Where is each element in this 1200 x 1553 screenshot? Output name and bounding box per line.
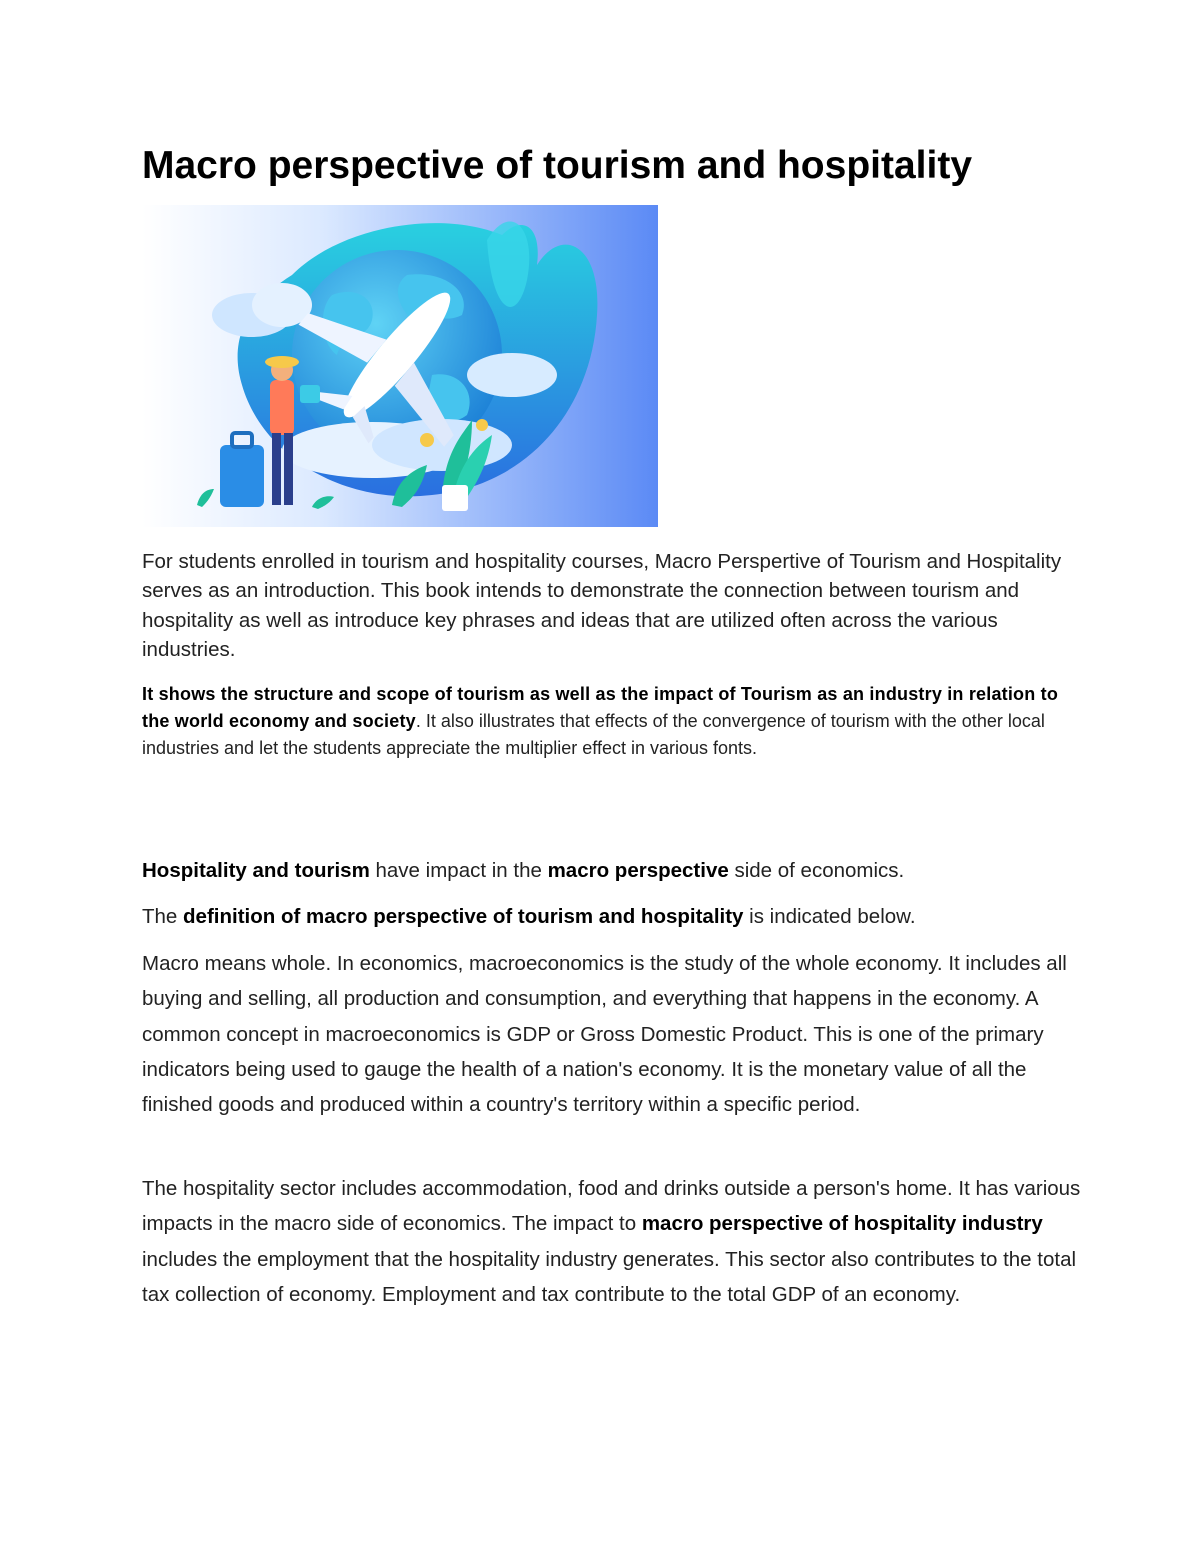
impact-bold-1: Hospitality and tourism [142,859,370,882]
intro-paragraph: For students enrolled in tourism and hospitality courses, Macro Perspertive of Tourism and Hospitality serves as an introduction. This book intends to demonstrate the connection between tourism and hospitality as well as introduce key phrases and ideas that are utilized often across the various industries. [142,550,1062,661]
definition-text-1: The [142,905,184,928]
hospitality-paragraph [142,1171,1082,1312]
hospitality-text-2: includes the employment that the hospitality industry generates. This sector also contributes to the total tax collection of economy. Employment and tax contribute to the total GDP of an economy. [142,1247,1077,1306]
scope-paragraph [142,681,1072,762]
scope-text: . It also illustrates that effects of the convergence of tourism with the other local industries and let the students appreciate the multiplier effect in various fonts. [142,711,1045,758]
page-title: Macro perspective of tourism and hospitality [142,144,973,187]
impact-paragraph [142,853,1082,888]
hospitality-text-1: The hospitality sector includes accommodation, food and drinks outside a person's home. It has various impacts in the macro side of economics. The impact to [142,1177,1081,1236]
scope-bold-text: It shows the structure and scope of tourism as well as the impact of Tourism as an industry in relation to the world economy and society [142,684,1059,731]
impact-text-2: side of economics. [728,859,905,882]
macro-paragraph: Macro means whole. In economics, macroeconomics is the study of the whole economy. It includes all buying and selling, all production and consumption, and everything that happens in the economy. A common concept in macroeconomics is GDP or Gross Domestic Product. This is one of the primary indicators being used to gauge the health of a nation's economy. It is the monetary value of all the finished goods and produced within a country's territory within a specific period. [142,952,1067,1117]
definition-bold: definition of macro perspective of tourism and hospitality [183,905,744,928]
definition-text-2: is indicated below. [743,905,916,928]
hospitality-bold: macro perspective of hospitality industry [641,1212,1043,1236]
impact-bold-2: macro perspective [547,859,729,882]
travel-illustration [142,205,658,527]
definition-paragraph [142,899,1082,934]
globe-airplane-icon [142,205,658,527]
impact-text-1: have impact in the [369,859,548,882]
